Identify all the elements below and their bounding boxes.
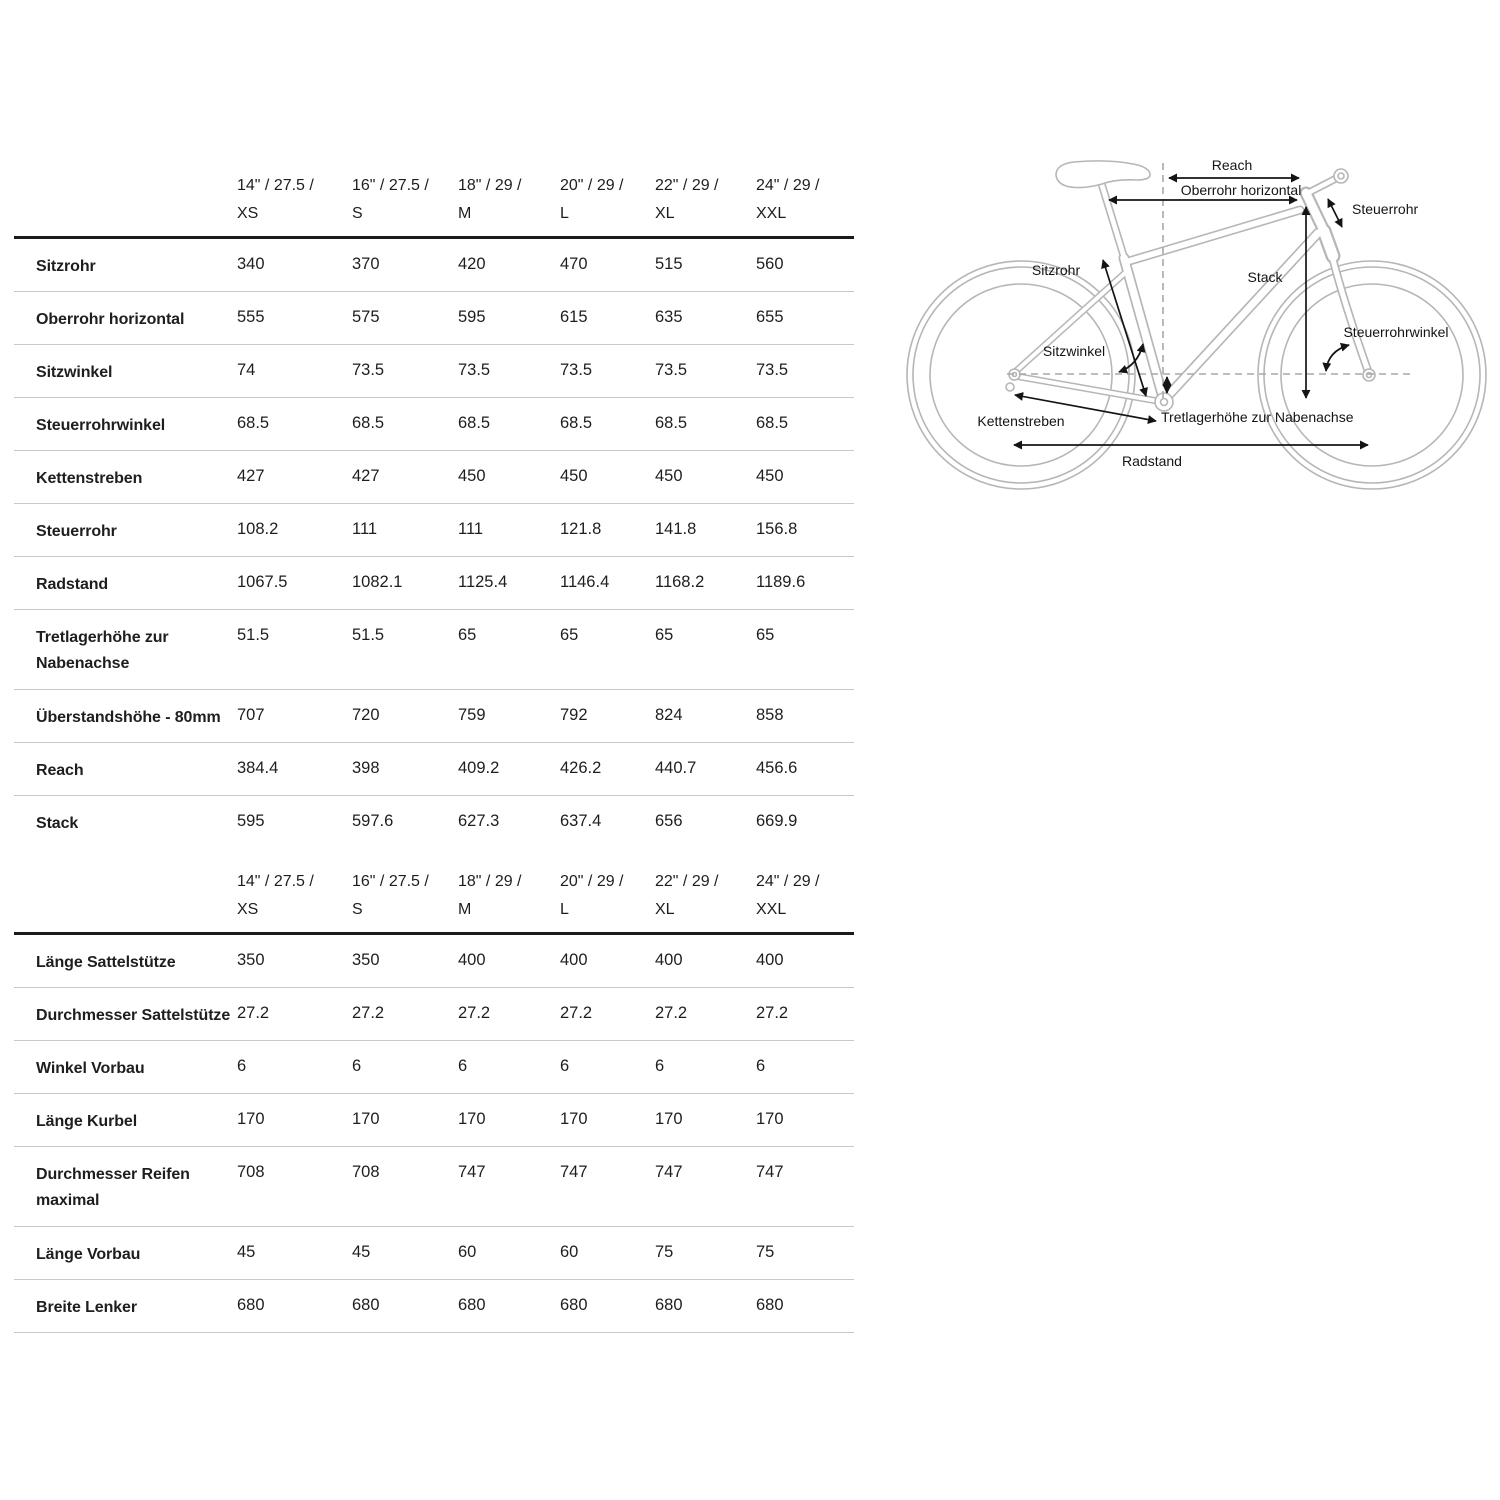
value-cell: 398 [352, 759, 380, 777]
size-wheel-label: 16" / 27.5 / [352, 873, 429, 890]
size-code-label: XXL [756, 901, 787, 918]
value-cell: 170 [458, 1110, 486, 1128]
geometry-table [14, 160, 854, 1333]
value-cell: 400 [756, 951, 784, 969]
dashed-guides [1007, 163, 1410, 398]
size-wheel-label: 22" / 29 / [655, 177, 719, 194]
value-cell: 792 [560, 706, 588, 724]
value-cell: 73.5 [352, 361, 385, 379]
bottom-bracket-inner [1161, 399, 1168, 406]
value-cell: 824 [655, 706, 683, 724]
size-column-header [756, 172, 854, 236]
row-label: Länge Kurbel [36, 1113, 138, 1130]
wheels [907, 261, 1486, 489]
sitzwinkel-label: Sitzwinkel [1042, 343, 1106, 359]
value-cell: 156.8 [756, 520, 798, 538]
value-cell: 60 [560, 1243, 579, 1261]
size-wheel-label: 20" / 29 / [560, 177, 624, 194]
kettenstreben-label: Kettenstreben [977, 413, 1065, 429]
row-label: Sitzwinkel [36, 364, 113, 381]
row-label: Breite Lenker [36, 1299, 137, 1316]
table-row [14, 557, 854, 610]
value-cell: 170 [560, 1110, 588, 1128]
value-cell: 27.2 [655, 1004, 688, 1022]
value-cell: 73.5 [655, 361, 688, 379]
size-column-header [458, 868, 560, 932]
value-cell: 708 [237, 1163, 265, 1181]
value-cell: 68.5 [655, 414, 688, 432]
steuerrohrwinkel-arc [1326, 345, 1349, 371]
row-label: Steuerrohr [36, 523, 117, 540]
value-cell: 595 [237, 812, 265, 830]
row-label: Tretlagerhöhe zur Nabenachse [36, 629, 169, 672]
value-cell: 45 [352, 1243, 371, 1261]
value-cell: 6 [756, 1057, 766, 1075]
size-code-label: M [458, 205, 472, 222]
value-cell: 420 [458, 255, 486, 273]
size-wheel-label: 22" / 29 / [655, 873, 719, 890]
value-cell: 170 [237, 1110, 265, 1128]
value-cell: 1168.2 [655, 573, 705, 591]
value-cell: 450 [655, 467, 683, 485]
value-cell: 680 [237, 1296, 265, 1314]
value-cell: 170 [655, 1110, 683, 1128]
value-cell: 597.6 [352, 812, 394, 830]
value-cell: 68.5 [237, 414, 270, 432]
value-cell: 27.2 [458, 1004, 491, 1022]
value-cell: 560 [756, 255, 784, 273]
size-column-header [655, 172, 756, 236]
size-column-header [237, 172, 352, 236]
value-cell: 68.5 [352, 414, 385, 432]
size-header-row [14, 160, 854, 239]
size-column-header [237, 868, 352, 932]
value-cell: 759 [458, 706, 486, 724]
value-cell: 450 [458, 467, 486, 485]
value-cell: 74 [237, 361, 256, 379]
value-cell: 450 [756, 467, 784, 485]
value-cell: 1146.4 [560, 573, 610, 591]
value-cell: 450 [560, 467, 588, 485]
table-row [14, 796, 854, 849]
size-code-label: L [560, 901, 569, 918]
sitzrohr-label: Sitzrohr [1031, 262, 1081, 278]
value-cell: 720 [352, 706, 380, 724]
value-cell: 595 [458, 308, 486, 326]
table-row [14, 451, 854, 504]
table-row [14, 292, 854, 345]
value-cell: 141.8 [655, 520, 697, 538]
value-cell: 680 [352, 1296, 380, 1314]
size-wheel-label: 18" / 29 / [458, 873, 522, 890]
size-code-label: S [352, 205, 363, 222]
size-wheel-label: 24" / 29 / [756, 873, 820, 890]
value-cell: 400 [458, 951, 486, 969]
value-cell: 427 [237, 467, 265, 485]
value-cell: 747 [756, 1163, 784, 1181]
value-cell: 68.5 [560, 414, 593, 432]
steuerrohrwinkel-label: Steuerrohrwinkel [1343, 324, 1449, 340]
value-cell: 51.5 [237, 626, 270, 644]
value-cell: 45 [237, 1243, 256, 1261]
value-cell: 75 [655, 1243, 674, 1261]
value-cell: 635 [655, 308, 683, 326]
value-cell: 440.7 [655, 759, 697, 777]
value-cell: 747 [458, 1163, 486, 1181]
row-label: Durchmesser Reifen maximal [36, 1166, 190, 1209]
value-cell: 575 [352, 308, 380, 326]
value-cell: 655 [756, 308, 784, 326]
value-cell: 680 [756, 1296, 784, 1314]
oberrohr-label: Oberrohr horizontal [1180, 182, 1302, 198]
value-cell: 65 [756, 626, 775, 644]
value-cell: 370 [352, 255, 380, 273]
table-row [14, 398, 854, 451]
stack-label: Stack [1247, 269, 1283, 285]
value-cell: 73.5 [560, 361, 593, 379]
value-cell: 68.5 [756, 414, 789, 432]
size-column-header [560, 172, 655, 236]
value-cell: 6 [352, 1057, 362, 1075]
value-cell: 426.2 [560, 759, 602, 777]
table-row [14, 743, 854, 796]
value-cell: 27.2 [237, 1004, 270, 1022]
value-cell: 637.4 [560, 812, 602, 830]
row-label: Länge Vorbau [36, 1246, 141, 1263]
radstand-label: Radstand [1122, 453, 1182, 469]
value-cell: 384.4 [237, 759, 279, 777]
row-label: Radstand [36, 576, 109, 593]
size-wheel-label: 14" / 27.5 / [237, 177, 314, 194]
value-cell: 65 [458, 626, 477, 644]
value-cell: 656 [655, 812, 683, 830]
row-label: Sitzrohr [36, 258, 96, 275]
table-row [14, 504, 854, 557]
value-cell: 27.2 [560, 1004, 593, 1022]
table-row [14, 345, 854, 398]
value-cell: 515 [655, 255, 683, 273]
table-section-2 [14, 849, 854, 1333]
table-row [14, 1147, 854, 1227]
value-cell: 427 [352, 467, 380, 485]
size-wheel-label: 20" / 29 / [560, 873, 624, 890]
rear-derailleur [1006, 383, 1014, 391]
value-cell: 6 [560, 1057, 570, 1075]
value-cell: 65 [655, 626, 674, 644]
size-code-label: M [458, 901, 472, 918]
value-cell: 680 [560, 1296, 588, 1314]
row-label: Reach [36, 762, 84, 779]
table-row [14, 1280, 854, 1333]
size-code-label: XXL [756, 205, 787, 222]
table-row [14, 1094, 854, 1147]
value-cell: 350 [237, 951, 265, 969]
row-label: Stack [36, 815, 79, 832]
value-cell: 27.2 [352, 1004, 385, 1022]
value-cell: 680 [655, 1296, 683, 1314]
value-cell: 27.2 [756, 1004, 789, 1022]
value-cell: 108.2 [237, 520, 279, 538]
value-cell: 400 [560, 951, 588, 969]
value-cell: 121.8 [560, 520, 602, 538]
row-label: Winkel Vorbau [36, 1060, 145, 1077]
table-section-1 [14, 160, 854, 849]
table-row [14, 988, 854, 1041]
size-column-header [352, 868, 458, 932]
table-row [14, 1041, 854, 1094]
size-header-row [14, 849, 854, 935]
value-cell: 470 [560, 255, 588, 273]
value-cell: 1189.6 [756, 573, 806, 591]
value-cell: 858 [756, 706, 784, 724]
size-code-label: XS [237, 901, 259, 918]
value-cell: 340 [237, 255, 265, 273]
value-cell: 75 [756, 1243, 775, 1261]
size-column-header [458, 172, 560, 236]
value-cell: 111 [352, 520, 378, 538]
value-cell: 707 [237, 706, 265, 724]
value-cell: 65 [560, 626, 579, 644]
value-cell: 51.5 [352, 626, 385, 644]
row-label: Oberrohr horizontal [36, 311, 185, 328]
row-label: Steuerrohrwinkel [36, 417, 166, 434]
table-row [14, 690, 854, 743]
value-cell: 350 [352, 951, 380, 969]
value-cell: 170 [352, 1110, 380, 1128]
value-cell: 73.5 [756, 361, 789, 379]
size-wheel-label: 24" / 29 / [756, 177, 820, 194]
value-cell: 747 [560, 1163, 588, 1181]
value-cell: 1067.5 [237, 573, 288, 591]
steuerrohr-arrow [1328, 199, 1342, 227]
value-cell: 615 [560, 308, 588, 326]
value-cell: 708 [352, 1163, 380, 1181]
value-cell: 555 [237, 308, 265, 326]
table-row [14, 935, 854, 988]
size-wheel-label: 14" / 27.5 / [237, 873, 314, 890]
row-label: Überstandshöhe - 80mm [36, 709, 221, 726]
value-cell: 1125.4 [458, 573, 508, 591]
size-code-label: XL [655, 205, 675, 222]
tretlagerhoehe-label: Tretlagerhöhe zur Nabenachse [1161, 409, 1354, 425]
size-column-header [560, 868, 655, 932]
frame-fill [1015, 178, 1368, 402]
size-code-label: S [352, 901, 363, 918]
saddle [1056, 161, 1150, 188]
size-wheel-label: 16" / 27.5 / [352, 177, 429, 194]
row-label: Länge Sattelstütze [36, 954, 176, 971]
value-cell: 456.6 [756, 759, 798, 777]
size-code-label: XS [237, 205, 259, 222]
table-row [14, 239, 854, 292]
value-cell: 111 [458, 520, 484, 538]
value-cell: 627.3 [458, 812, 500, 830]
value-cell: 680 [458, 1296, 486, 1314]
size-column-header [352, 172, 458, 236]
size-code-label: XL [655, 901, 675, 918]
value-cell: 1082.1 [352, 573, 403, 591]
corner-cell [14, 172, 237, 236]
value-cell: 409.2 [458, 759, 500, 777]
reach-label: Reach [1211, 157, 1253, 173]
value-cell: 68.5 [458, 414, 491, 432]
table-row [14, 1227, 854, 1280]
handlebar-grip-inner [1338, 173, 1344, 179]
steuerrohr-label: Steuerrohr [1352, 201, 1419, 217]
row-label: Durchmesser Sattelstütze [36, 1007, 231, 1024]
value-cell: 170 [756, 1110, 784, 1128]
value-cell: 669.9 [756, 812, 798, 830]
size-column-header [655, 868, 756, 932]
row-label: Kettenstreben [36, 470, 143, 487]
value-cell: 747 [655, 1163, 683, 1181]
table-row [14, 610, 854, 690]
value-cell: 400 [655, 951, 683, 969]
value-cell: 6 [655, 1057, 665, 1075]
value-cell: 6 [458, 1057, 468, 1075]
bike-geometry-diagram [880, 130, 1500, 490]
size-code-label: L [560, 205, 569, 222]
value-cell: 73.5 [458, 361, 491, 379]
value-cell: 6 [237, 1057, 247, 1075]
size-column-header [756, 868, 854, 932]
corner-cell [14, 868, 237, 932]
size-wheel-label: 18" / 29 / [458, 177, 522, 194]
value-cell: 60 [458, 1243, 477, 1261]
